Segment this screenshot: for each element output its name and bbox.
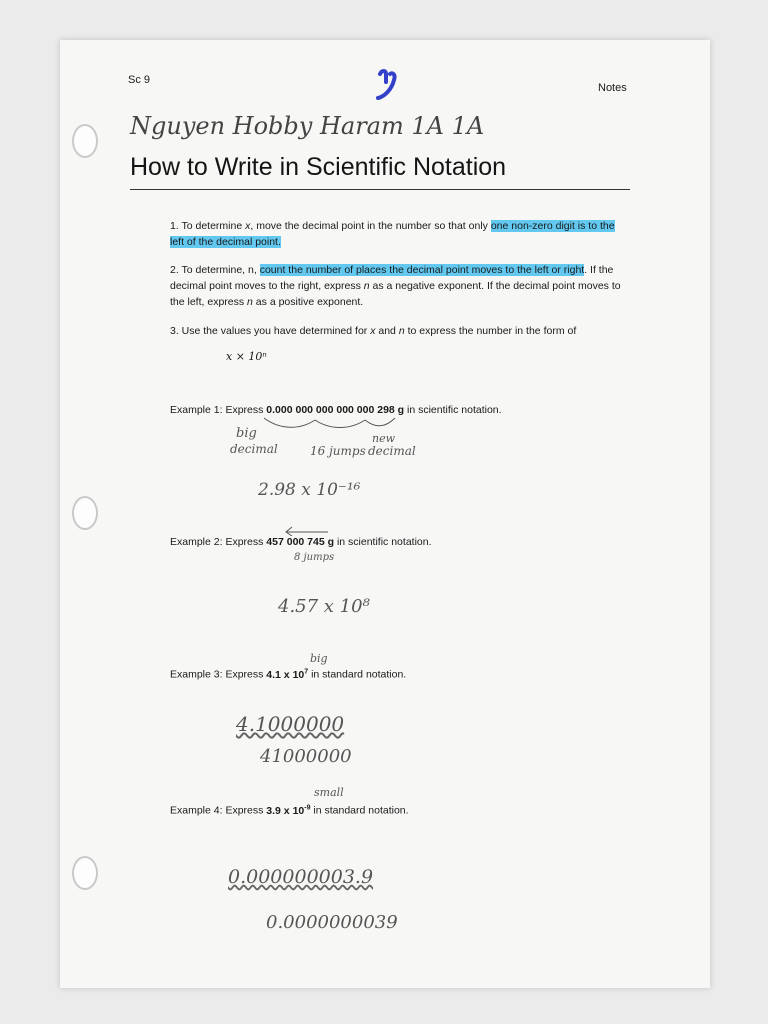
ex4-work: 0.000000003.9 xyxy=(228,866,374,888)
ex4-answer: 0.0000000039 xyxy=(266,912,398,933)
step-3-var: x xyxy=(370,325,376,337)
step-2-text: . If the decimal point moves to the right, express xyxy=(170,264,614,292)
step-1 xyxy=(170,218,630,250)
step-2-text: 2. To determine, n, xyxy=(170,264,260,276)
example-2 xyxy=(170,536,432,548)
ex4-small-note: small xyxy=(314,786,344,799)
example-2-value: 457 000 745 g xyxy=(266,536,335,548)
example-2-text: Example 2: Express xyxy=(170,536,267,548)
step-1-var: x xyxy=(245,220,251,232)
ex1-new-note: new xyxy=(372,432,396,445)
step-2-highlight: count the number of places the decimal point moves to the left or right xyxy=(259,264,585,276)
ex1-jumps-note: 16 jumps xyxy=(310,444,366,458)
example-1-text: in scientific notation. xyxy=(404,404,502,416)
step-3-text: and xyxy=(375,325,399,337)
example-3 xyxy=(170,668,406,681)
blue-squiggle-logo-icon xyxy=(372,68,402,102)
student-name: Nguyen Hobby Haram 1A 1A xyxy=(130,112,485,140)
ex1-big-note: big xyxy=(236,426,257,441)
title-underline xyxy=(130,189,630,190)
example-4-value: 3.9 x 10 xyxy=(266,804,305,817)
ex3-work: 4.1000000 xyxy=(236,712,345,736)
notes-page xyxy=(60,40,710,988)
step-1-highlight: one non-zero digit is to the left of the decimal point. xyxy=(170,220,615,248)
ex3-answer: 41000000 xyxy=(260,746,352,767)
step-1-text: 1. To determine xyxy=(170,220,246,232)
binder-hole xyxy=(72,124,98,158)
ex3-big-note: big xyxy=(310,652,328,665)
course-label: Sc 9 xyxy=(128,74,151,86)
step-3-var: n xyxy=(398,325,405,337)
step-2-var: n xyxy=(363,280,370,292)
step-2-var: n xyxy=(247,296,253,308)
example-3-text: in standard notation. xyxy=(308,668,407,681)
ex1-new-decimal-note: decimal xyxy=(368,444,416,458)
step-2-text: as a positive exponent. xyxy=(252,296,364,308)
example-4-exponent: -9 xyxy=(304,804,311,811)
formula: x × 10ⁿ xyxy=(226,350,267,363)
example-4-text: in standard notation. xyxy=(310,804,409,817)
example-4-text: Example 4: Express xyxy=(170,804,267,817)
ex2-answer: 4.57 x 10⁸ xyxy=(278,596,370,617)
ex1-decimal-note: decimal xyxy=(230,442,278,456)
example-2-text: in scientific notation. xyxy=(334,536,432,548)
example-4 xyxy=(170,804,409,817)
jump-arrows-icon xyxy=(260,414,410,434)
binder-hole xyxy=(72,496,98,530)
ex2-jumps-note: 8 jumps xyxy=(294,552,335,563)
step-3-text: 3. Use the values you have determined for xyxy=(170,325,371,337)
step-3 xyxy=(170,323,630,339)
left-arrow-icon xyxy=(282,524,332,536)
step-2 xyxy=(170,262,630,310)
step-3-text: to express the number in the form of xyxy=(404,325,577,337)
example-3-value: 4.1 x 10 xyxy=(266,668,305,681)
example-3-text: Example 3: Express xyxy=(170,668,267,681)
example-3-exponent: 7 xyxy=(304,668,309,675)
step-1-text: , move the decimal point in the number so that only xyxy=(250,220,491,232)
step-2-text: as a negative exponent. If the decimal point moves to the left, express xyxy=(170,280,621,308)
page-title: How to Write in Scientific Notation xyxy=(130,153,507,181)
binder-hole xyxy=(72,856,98,890)
ex1-answer: 2.98 x 10⁻¹⁶ xyxy=(258,480,361,500)
example-1-value: 0.000 000 000 000 000 298 g xyxy=(266,404,405,416)
notes-label: Notes xyxy=(598,82,627,94)
example-1-text: Example 1: Express xyxy=(170,404,267,416)
